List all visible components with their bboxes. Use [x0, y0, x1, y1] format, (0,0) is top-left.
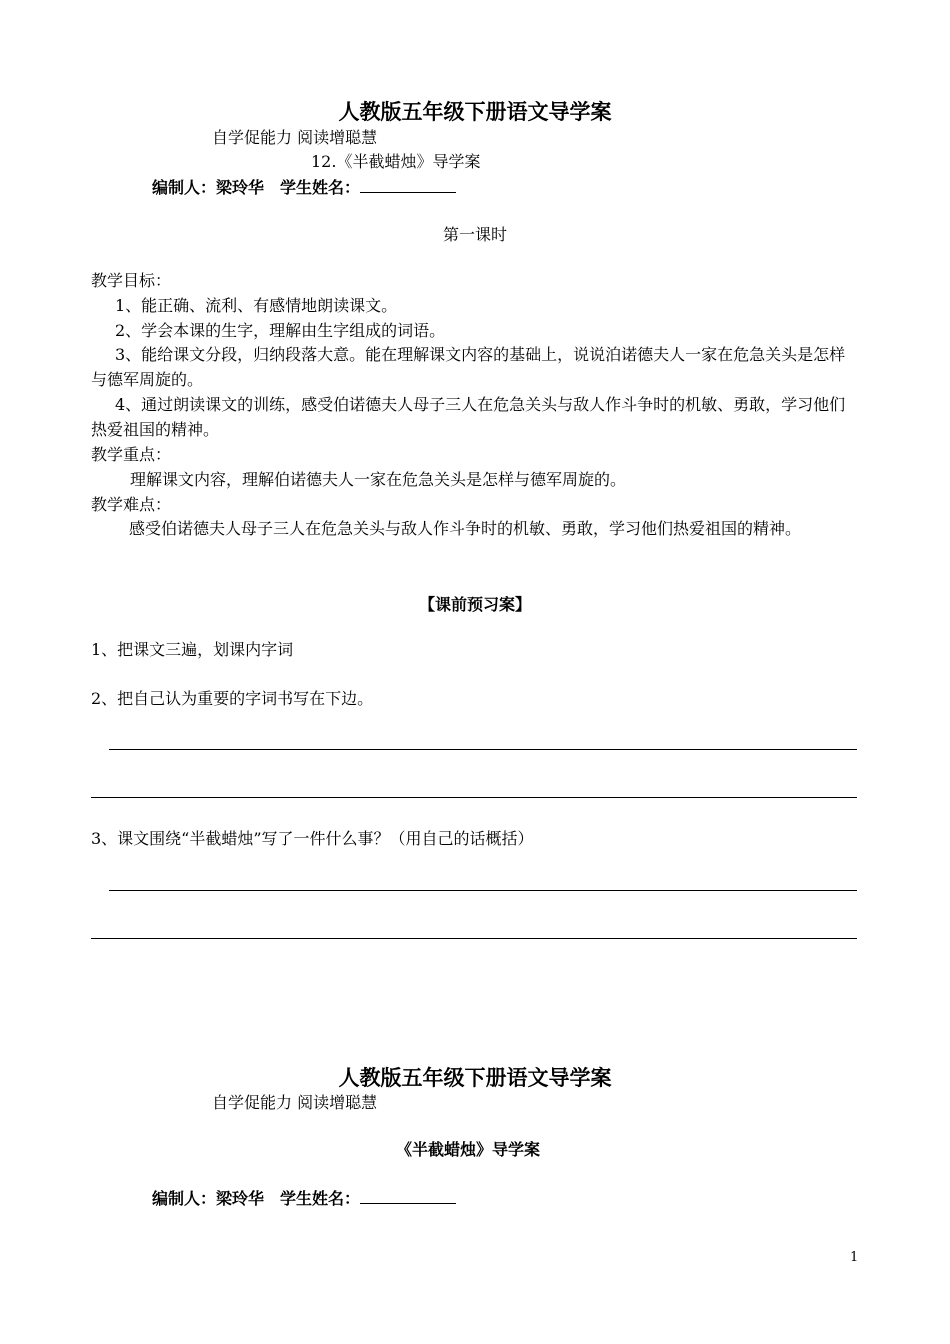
doc-subtitle: 自学促能力 阅读增聪慧: [212, 128, 378, 147]
difficulties-label: 教学难点：: [91, 495, 172, 514]
doc-title: 人教版五年级下册语文导学案: [338, 99, 612, 124]
question-1: 1、把课文三遍，划课内字词: [91, 640, 294, 659]
page-number: 1: [850, 1250, 859, 1265]
goal-item: 3、能给课文分段，归纳段落大意。能在理解课文内容的基础上，说说泊诺德夫人一家在危急关头是怎样与德军周旋的。: [91, 345, 846, 389]
lesson-title-2: 《半截蜡烛》导学案: [396, 1140, 541, 1159]
goal-item: 2、学会本课的生字，理解由生字组成的词语。: [115, 321, 446, 340]
question-2: 2、把自己认为重要的字词书写在下边。: [91, 689, 374, 708]
key-points-text: 理解课文内容，理解伯诺德夫人一家在危急关头是怎样与德军周旋的。: [130, 470, 627, 489]
preview-heading: 【课前预习案】: [418, 595, 531, 614]
question-3: 3、课文围绕“半截蜡烛”写了一件什么事？（用自己的话概括）: [91, 829, 534, 848]
goals-label: 教学目标：: [91, 271, 172, 290]
key-points-label: 教学重点：: [91, 445, 172, 464]
student-name-blank-2[interactable]: [360, 1189, 456, 1204]
goal-item: 1、能正确、流利、有感情地朗读课文。: [115, 296, 398, 315]
doc-title-2: 人教版五年级下册语文导学案: [338, 1065, 612, 1090]
doc-subtitle-2: 自学促能力 阅读增聪慧: [212, 1093, 378, 1112]
period-label: 第一课时: [442, 225, 507, 244]
author-line-2: [152, 1186, 456, 1209]
goal-item: 4、通过朗读课文的训练，感受伯诺德夫人母子三人在危急关头与敌人作斗争时的机敏、勇敢，学习他们热爱祖国的精神。: [91, 395, 846, 439]
answer-line[interactable]: [109, 749, 857, 750]
student-name-blank[interactable]: [360, 178, 456, 193]
answer-line[interactable]: [91, 797, 857, 798]
author-label: 编制人：梁玲华 学生姓名：: [152, 178, 361, 197]
answer-line[interactable]: [109, 890, 857, 891]
lesson-title: 12.《半截蜡烛》导学案: [311, 152, 481, 171]
author-line: [152, 175, 456, 198]
author-label-2: 编制人：梁玲华 学生姓名：: [152, 1189, 361, 1208]
difficulties-text: 感受伯诺德夫人母子三人在危急关头与敌人作斗争时的机敏、勇敢，学习他们热爱祖国的精神。: [129, 519, 802, 538]
answer-line[interactable]: [91, 938, 857, 939]
